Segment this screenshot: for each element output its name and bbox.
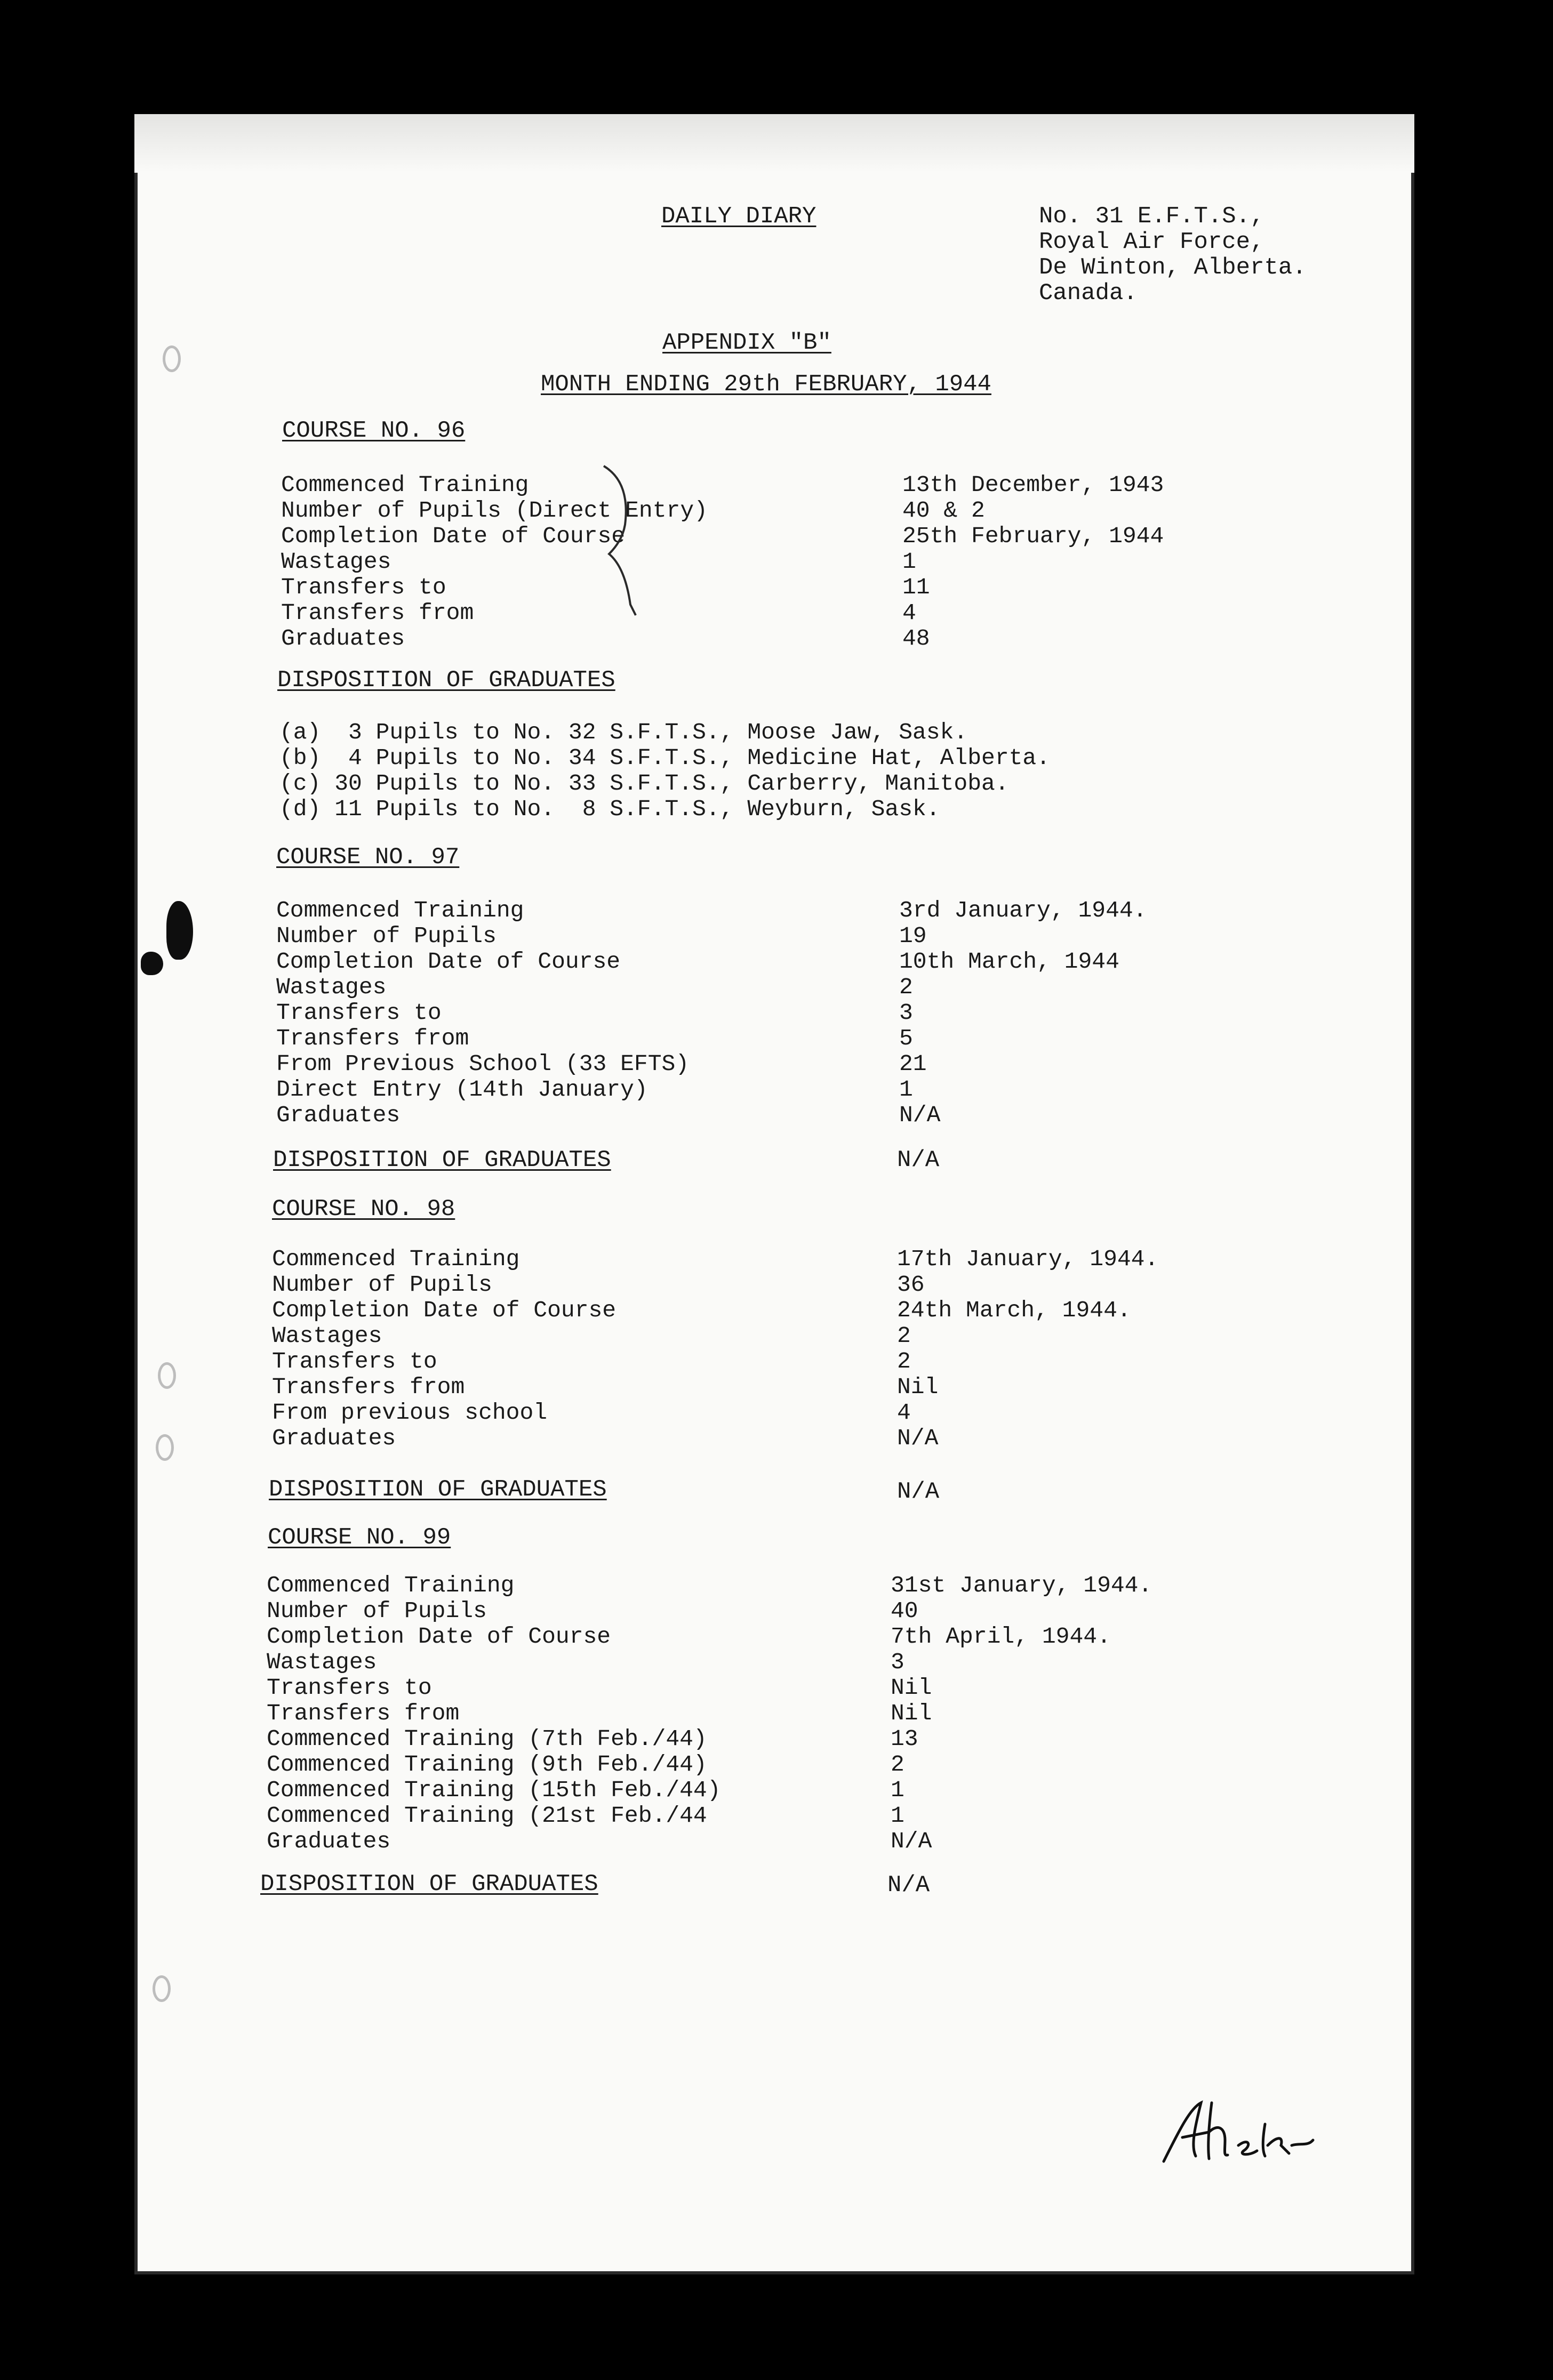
row-value: N/A: [891, 1828, 932, 1854]
ink-blot: [141, 952, 163, 975]
row-value: 1: [891, 1803, 904, 1829]
row-value: N/A: [899, 1102, 941, 1128]
row-value: 40: [891, 1598, 918, 1624]
course-99-disposition-value: N/A: [887, 1872, 930, 1899]
row-value: 2: [897, 1348, 911, 1374]
row-label: Commenced Training: [281, 472, 529, 498]
row-value: Nil: [891, 1675, 932, 1701]
row-label: Wastages: [276, 974, 387, 1000]
row-value: 7th April, 1944.: [891, 1623, 1111, 1650]
course-98-disposition-value: N/A: [897, 1478, 940, 1505]
unit-line-4: Canada.: [1039, 280, 1138, 307]
row-label: Transfers from: [272, 1374, 465, 1400]
row-label: Wastages: [272, 1323, 382, 1349]
handwritten-signature: [1158, 2087, 1318, 2172]
course-98-heading: COURSE NO. 98: [272, 1196, 455, 1223]
punch-hole: [153, 1975, 171, 2002]
row-value: 4: [902, 600, 916, 626]
row-label: Commenced Training (15th Feb./44): [267, 1777, 721, 1803]
row-value: 5: [899, 1025, 913, 1051]
row-label: Transfers from: [267, 1700, 460, 1726]
ink-blot: [166, 901, 193, 960]
row-value: 2: [891, 1751, 904, 1778]
row-label: Number of Pupils (Direct Entry): [281, 497, 708, 524]
row-label: Transfers to: [281, 574, 446, 600]
course-99-disposition-heading: DISPOSITION OF GRADUATES: [260, 1871, 598, 1897]
row-value: 40 & 2: [902, 497, 985, 524]
diary-title: DAILY DIARY: [661, 203, 816, 230]
row-value: 48: [902, 625, 930, 652]
course-98-disposition-heading: DISPOSITION OF GRADUATES: [269, 1476, 607, 1503]
row-value: 3rd January, 1944.: [899, 897, 1147, 923]
row-value: 21: [899, 1051, 927, 1077]
course-97-disposition-value: N/A: [897, 1147, 940, 1173]
row-value: 4: [897, 1400, 911, 1426]
row-label: Graduates: [276, 1102, 401, 1128]
row-label: From previous school: [272, 1400, 548, 1426]
row-value: 17th January, 1944.: [897, 1246, 1159, 1272]
row-label: Completion Date of Course: [281, 523, 626, 549]
row-value: 3: [899, 1000, 913, 1026]
row-label: Graduates: [272, 1425, 396, 1451]
punch-hole: [156, 1434, 174, 1461]
row-label: Commenced Training (9th Feb./44): [267, 1751, 707, 1778]
row-value: N/A: [897, 1425, 939, 1451]
row-label: Transfers from: [281, 600, 474, 626]
disposition-item: (c) 30 Pupils to No. 33 S.F.T.S., Carberry, Manitoba.: [279, 770, 1009, 797]
unit-line-3: De Winton, Alberta.: [1039, 254, 1307, 281]
row-value: 1: [902, 549, 916, 575]
row-label: Commenced Training (21st Feb./44: [267, 1803, 707, 1829]
row-label: Commenced Training: [276, 897, 524, 923]
course-97-heading: COURSE NO. 97: [276, 844, 460, 871]
row-label: Wastages: [267, 1649, 377, 1675]
row-label: Transfers to: [276, 1000, 442, 1026]
row-value: 13th December, 1943: [902, 472, 1164, 498]
appendix-heading: APPENDIX "B": [662, 329, 831, 356]
row-value: 19: [899, 923, 927, 949]
row-label: Transfers to: [267, 1675, 432, 1701]
disposition-item: (b) 4 Pupils to No. 34 S.F.T.S., Medicine Hat, Alberta.: [279, 745, 1051, 771]
row-label: Completion Date of Course: [272, 1297, 617, 1323]
row-value: 2: [897, 1323, 911, 1349]
row-value: 1: [899, 1076, 913, 1103]
row-value: 1: [891, 1777, 904, 1803]
course-96-heading: COURSE NO. 96: [282, 417, 466, 444]
row-value: 36: [897, 1272, 925, 1298]
month-heading: MONTH ENDING 29th FEBRUARY, 1944: [541, 371, 991, 398]
row-value: 3: [891, 1649, 904, 1675]
punch-hole: [163, 345, 181, 372]
row-label: Wastages: [281, 549, 391, 575]
row-label: Commenced Training (7th Feb./44): [267, 1726, 707, 1752]
row-label: Commenced Training: [272, 1246, 520, 1272]
disposition-item: (d) 11 Pupils to No. 8 S.F.T.S., Weyburn, Sask.: [279, 796, 940, 822]
row-value: 24th March, 1944.: [897, 1297, 1131, 1323]
row-value: 13: [891, 1726, 918, 1752]
row-label: Completion Date of Course: [267, 1623, 611, 1650]
row-label: Transfers to: [272, 1348, 437, 1374]
punch-hole: [158, 1362, 176, 1389]
course-96-disposition-heading: DISPOSITION OF GRADUATES: [277, 667, 615, 694]
course-99-heading: COURSE NO. 99: [268, 1524, 451, 1551]
row-value: 25th February, 1944: [902, 523, 1164, 549]
handwritten-brace: [593, 461, 668, 621]
unit-line-1: No. 31 E.F.T.S.,: [1039, 203, 1264, 230]
row-value: 11: [902, 574, 930, 600]
row-label: Graduates: [281, 625, 405, 652]
disposition-item: (a) 3 Pupils to No. 32 S.F.T.S., Moose Jaw, Sask.: [279, 719, 968, 745]
row-label: Transfers from: [276, 1025, 469, 1051]
row-value: 2: [899, 974, 913, 1000]
row-value: 31st January, 1944.: [891, 1572, 1152, 1598]
row-label: Number of Pupils: [276, 923, 497, 949]
document-page: [134, 114, 1414, 2274]
row-label: Number of Pupils: [267, 1598, 487, 1624]
unit-line-2: Royal Air Force,: [1039, 229, 1264, 255]
row-label: Commenced Training: [267, 1572, 515, 1598]
row-value: 10th March, 1944: [899, 948, 1119, 975]
course-97-disposition-heading: DISPOSITION OF GRADUATES: [273, 1147, 611, 1173]
row-value: Nil: [897, 1374, 939, 1400]
row-label: Number of Pupils: [272, 1272, 492, 1298]
row-value: Nil: [891, 1700, 932, 1726]
row-label: Graduates: [267, 1828, 391, 1854]
row-label: From Previous School (33 EFTS): [276, 1051, 690, 1077]
row-label: Direct Entry (14th January): [276, 1076, 648, 1103]
row-label: Completion Date of Course: [276, 948, 621, 975]
